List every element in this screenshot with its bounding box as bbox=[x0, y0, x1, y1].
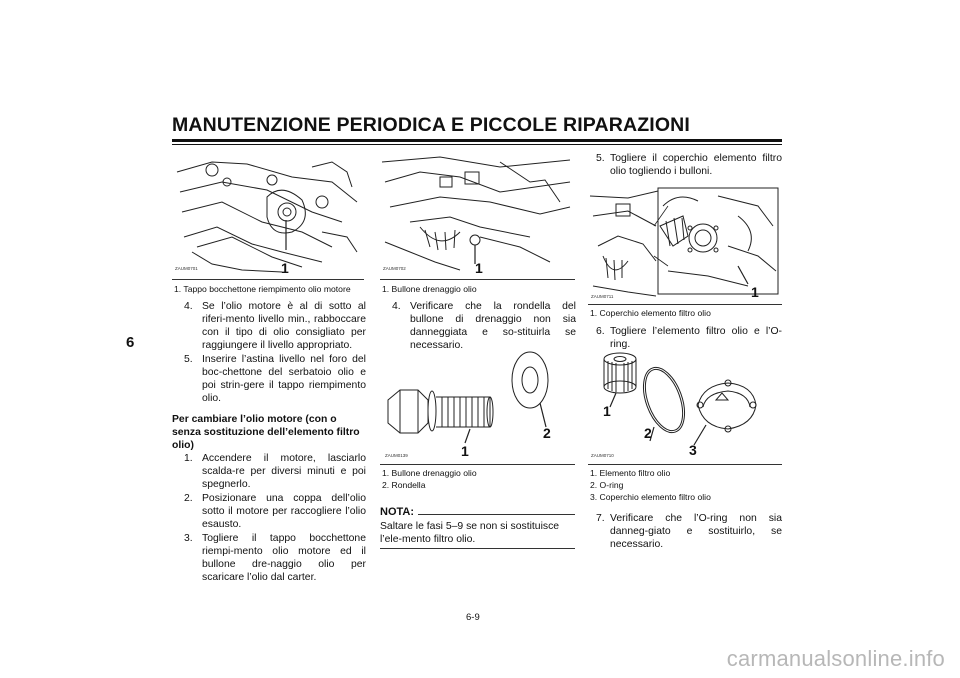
step-item: 7. Verificare che l’O-ring non sia danneg-giato e sostituirlo, se necessario. bbox=[596, 513, 782, 550]
nota-text: Saltare le fasi 5–9 se non si sostituisce l’ele-mento filtro olio. bbox=[380, 521, 560, 545]
figure-caption: 1. Bullone drenaggio olio bbox=[382, 284, 477, 294]
callout-1: 1 bbox=[281, 260, 289, 276]
step-item: 3. Togliere il tappo bocchettone riempi-mento olio motore ed il bullone dre-naggio olio per scaricare l’olio dal carter. bbox=[184, 533, 366, 583]
header-rule bbox=[172, 139, 782, 142]
nota-label: NOTA: bbox=[380, 506, 415, 518]
step-item: 4. Verificare che la rondella del bullone di drenaggio non sia danneggiata e so-stituirla se necessario. bbox=[392, 301, 576, 351]
nota-rule-bottom bbox=[380, 548, 575, 549]
callout-1: 1 bbox=[751, 284, 759, 300]
engine-illustration bbox=[172, 152, 364, 277]
callout-1: 1 bbox=[603, 403, 611, 419]
figure-filter-cover-location bbox=[588, 186, 780, 304]
bolt-washer-illustration bbox=[380, 345, 572, 465]
figure-drain-bolt-location bbox=[380, 152, 572, 277]
watermark: carmanualsonline.info bbox=[726, 646, 945, 671]
figure-drain-bolt-washer bbox=[380, 345, 572, 465]
filter-parts-illustration bbox=[588, 345, 780, 463]
callout-3: 3 bbox=[689, 442, 697, 458]
page-number: 6-9 bbox=[466, 612, 480, 623]
figure-caption: 3. Coperchio elemento filtro olio bbox=[590, 492, 711, 502]
callout-1: 1 bbox=[475, 260, 483, 276]
figure-caption: 1. Coperchio elemento filtro olio bbox=[590, 308, 711, 318]
figure-code: ZAUM0139 bbox=[385, 453, 408, 458]
page-title: MANUTENZIONE PERIODICA E PICCOLE RIPARAZIONI bbox=[172, 114, 690, 136]
figure-code: ZAUM0702 bbox=[383, 266, 406, 271]
caption-rule bbox=[380, 464, 575, 465]
figure-caption: 1. Elemento filtro olio bbox=[590, 468, 671, 478]
nota-rule bbox=[418, 514, 575, 515]
figure-code: ZAUM0710 bbox=[591, 453, 614, 458]
figure-caption: 1. Tappo bocchettone riempimento olio motore bbox=[174, 284, 351, 294]
step-item: 6. Togliere l’elemento filtro olio e l’O-ring. bbox=[596, 326, 782, 350]
figure-caption: 1. Bullone drenaggio olio bbox=[382, 468, 477, 478]
callout-2: 2 bbox=[644, 425, 652, 441]
step-col3-5 bbox=[588, 152, 782, 179]
caption-rule bbox=[588, 464, 782, 465]
caption-rule bbox=[172, 279, 364, 280]
step-list-col1 bbox=[172, 300, 366, 585]
callout-1: 1 bbox=[461, 443, 469, 459]
figure-code: ZAUM0701 bbox=[175, 266, 198, 271]
step-item: 5. Togliere il coperchio elemento filtro olio togliendo i bulloni. bbox=[596, 153, 782, 177]
step-item: 5. Inserire l’astina livello nel foro del boc-chettone del serbatoio olio e poi strin-gere il tappo riempimento olio. bbox=[184, 354, 366, 404]
section-heading: Per cambiare l’olio motore (con o senza sostituzione dell’elemento filtro olio) bbox=[172, 414, 360, 451]
figure-caption: 2. O-ring bbox=[590, 480, 624, 490]
step-item: 1. Accendere il motore, lasciarlo scalda-re per diversi minuti e poi spegnerlo. bbox=[184, 453, 366, 490]
step-col3-7 bbox=[588, 512, 782, 552]
caption-rule bbox=[588, 304, 782, 305]
step-item: 2. Posizionare una coppa dell’olio sotto il motore per raccogliere l’olio esausto. bbox=[184, 493, 366, 530]
chapter-tab: 6 bbox=[120, 320, 162, 364]
figure-filter-parts bbox=[588, 345, 780, 463]
figure-caption: 2. Rondella bbox=[382, 480, 426, 490]
engine-underside-illustration bbox=[380, 152, 572, 277]
caption-rule bbox=[380, 279, 575, 280]
header-rule-thin bbox=[172, 144, 782, 145]
callout-2: 2 bbox=[543, 425, 551, 441]
figure-code: ZAUM0711 bbox=[591, 294, 614, 299]
figure-oil-filler-cap bbox=[172, 152, 364, 277]
step-item: 4. Se l’olio motore è al di sotto al riferi-mento livello min., rabboccare con il tipo di olio consigliato per raggiungere il livello appropriato. bbox=[184, 301, 366, 351]
